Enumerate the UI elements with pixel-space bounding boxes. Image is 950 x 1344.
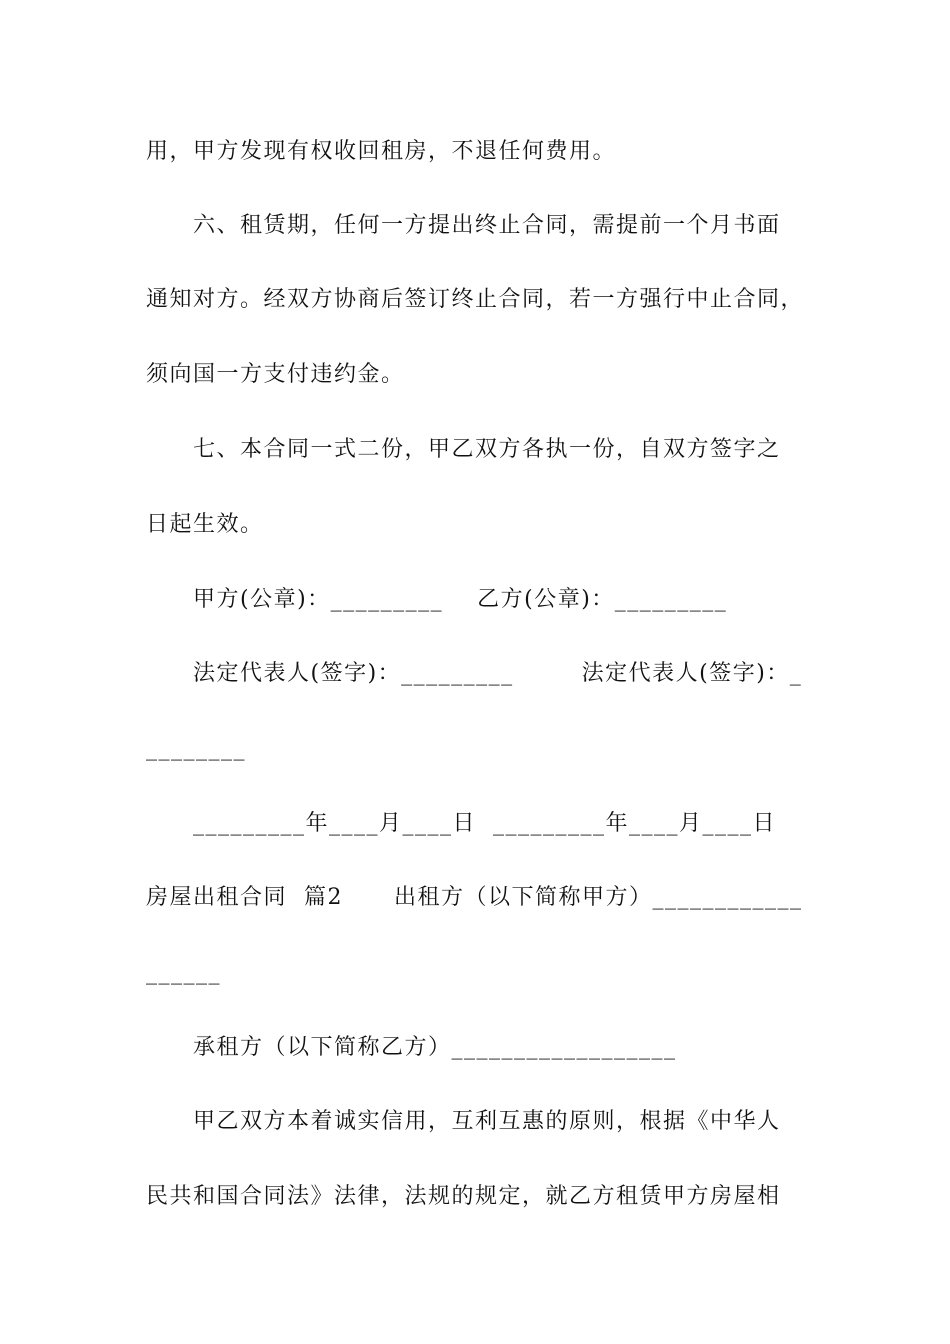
section-heading-line: 房屋出租合同 篇2 出租方（以下简称甲方）____________ [146,885,803,910]
paragraph-line: ______ [146,960,221,985]
paragraph-line: 甲乙双方本着诚实信用，互利互惠的原则，根据《中华人 [193,1109,781,1134]
paragraph-line: 日起生效。 [146,512,264,537]
paragraph-line: 通知对方。经双方协商后签订终止合同，若一方强行中止合同， [146,287,805,312]
clause-seven-line: 七、本合同一式二份，甲乙双方各执一份，自双方签字之 [193,437,781,462]
date-line: _________年____月____日 _________年____月____日 [193,811,776,836]
paragraph-line: 民共和国合同法》法律，法规的规定，就乙方租赁甲方房屋相 [146,1184,781,1209]
lessee-line: 承租方（以下简称乙方）__________________ [193,1035,677,1060]
seal-line: 甲方(公章)：_________ 乙方(公章)：_________ [193,587,728,612]
representative-signature-line: 法定代表人(签字)：_________ 法定代表人(签字)：_ [193,661,803,686]
paragraph-line: 须向国一方支付违约金。 [146,362,405,387]
paragraph-line: 用，甲方发现有权收回租房，不退任何费用。 [146,139,617,164]
clause-six-line: 六、租赁期，任何一方提出终止合同，需提前一个月书面 [193,213,781,238]
paragraph-line: ________ [146,736,246,761]
